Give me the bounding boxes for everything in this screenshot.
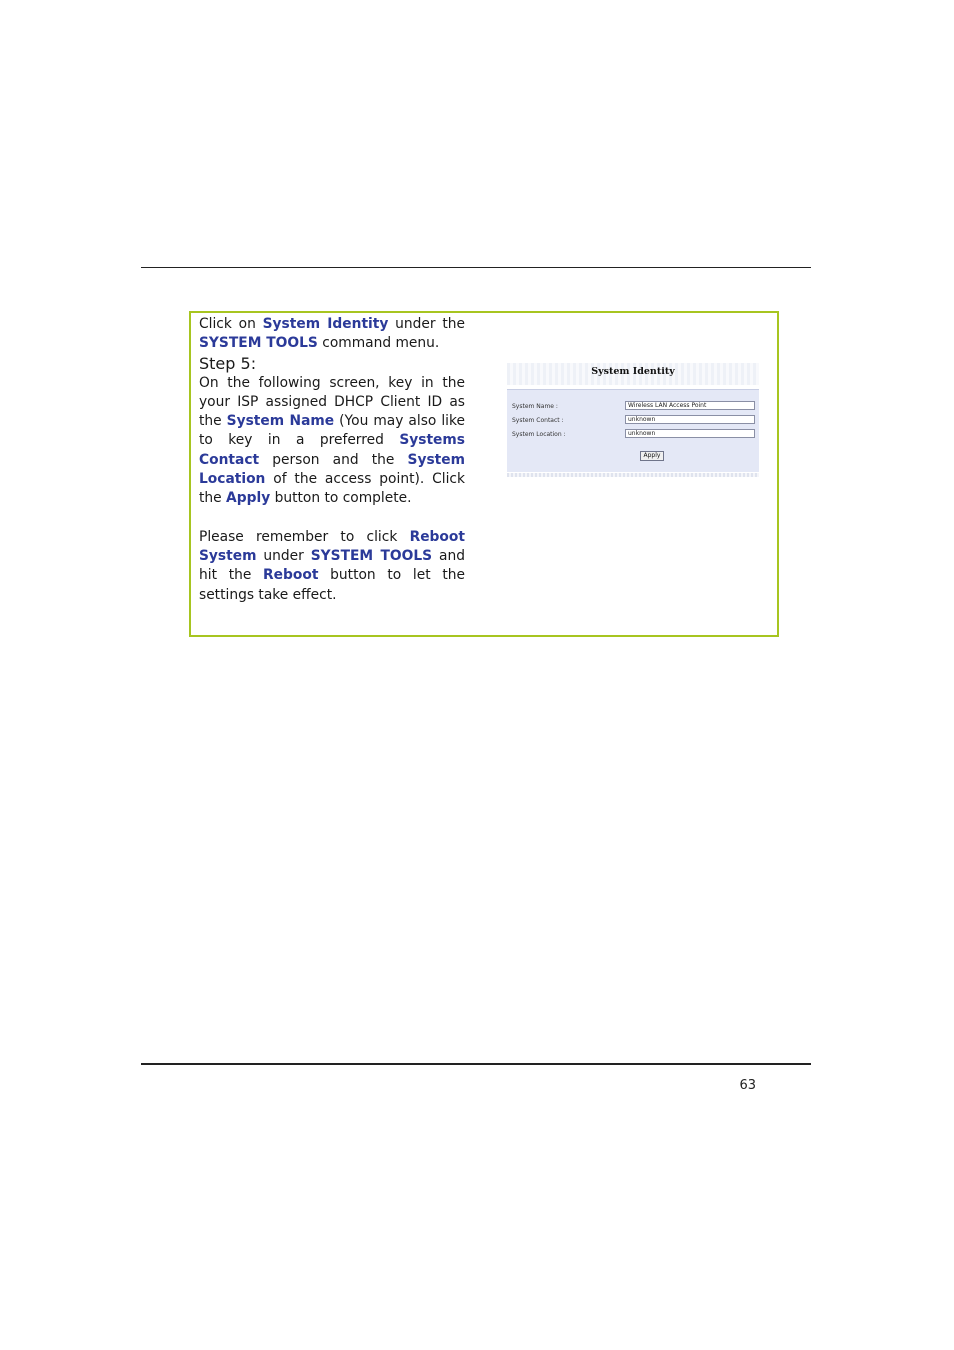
- keyword-reboot-system: Reboot System: [199, 528, 465, 564]
- header-rule: [141, 267, 811, 268]
- intro-text: Click on: [199, 316, 263, 332]
- screenshot-footer: [507, 473, 759, 477]
- reminder-text: Please remember to click: [199, 528, 410, 545]
- instruction-text: [199, 315, 465, 605]
- instruction-box: [189, 311, 779, 637]
- keyword-system-name: System Name: [226, 413, 335, 430]
- system-name-input[interactable]: Wireless LAN Access Point: [625, 401, 755, 410]
- step-text: (You may also like to key in a preferred: [199, 413, 465, 449]
- system-contact-label: System Contact :: [512, 417, 564, 424]
- apply-button[interactable]: Apply: [640, 451, 664, 461]
- keyword-system-location: System Location: [199, 451, 465, 488]
- system-contact-input[interactable]: unknown: [625, 415, 755, 424]
- step-text: person and the: [259, 451, 408, 468]
- intro-paragraph: [199, 315, 465, 354]
- step-text: button to complete.: [270, 490, 412, 507]
- step-paragraph: [199, 374, 465, 509]
- footer-rule: [141, 1063, 811, 1065]
- keyword-systems-contact: Systems Contact: [199, 432, 465, 468]
- intro-text: command menu.: [317, 335, 440, 352]
- keyword-system-tools: SYSTEM TOOLS: [310, 547, 433, 564]
- system-identity-screenshot: [507, 363, 759, 478]
- page-number: 63: [739, 1078, 756, 1093]
- intro-text: under the: [388, 316, 465, 332]
- screenshot-title: System Identity: [591, 366, 675, 377]
- reminder-text: and hit the: [199, 547, 465, 584]
- keyword-reboot: Reboot: [263, 567, 319, 584]
- reminder-text: under: [256, 547, 311, 564]
- step-text: On the following screen, key in the your ISP assigned DHCP Client ID as the: [199, 374, 465, 430]
- keyword-system-tools: SYSTEM TOOLS: [199, 335, 318, 352]
- system-location-input[interactable]: unknown: [625, 429, 755, 438]
- reminder-paragraph: [199, 528, 465, 605]
- system-name-label: System Name :: [512, 403, 558, 410]
- reminder-text: button to let the settings take effect.: [199, 567, 465, 603]
- system-location-label: System Location :: [512, 431, 566, 438]
- step-text: of the access point). Click the: [199, 471, 465, 507]
- keyword-apply: Apply: [226, 490, 271, 507]
- step-title: Step 5:: [199, 353, 257, 373]
- screenshot-header: [507, 363, 759, 385]
- keyword-system-identity: System Identity: [262, 316, 389, 332]
